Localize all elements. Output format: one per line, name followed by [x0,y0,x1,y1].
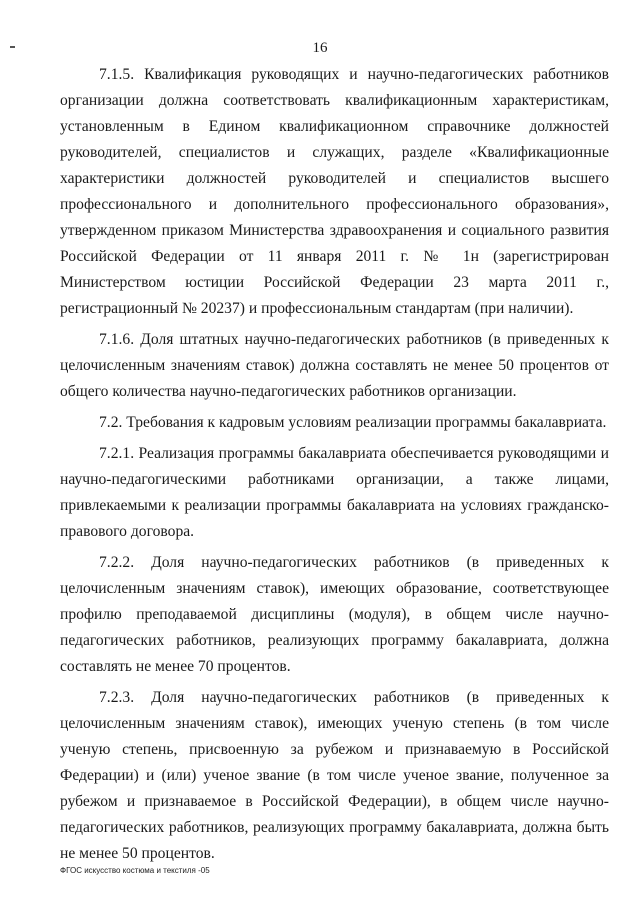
paragraph-7-1-6: 7.1.6. Доля штатных научно-педагогических работников (в приведенных к целочисленным значениям ставок) должна составлять не менее 50 процентов от общего количества научно-педагогических работников организации. [60,331,609,400]
paragraph-7-2-2: 7.2.2. Доля научно-педагогических работников (в приведенных к целочисленным значениям ставок), имеющих образование, соответствующее профилю преподаваемой дисциплины (модуля), в общем числе научно-педагогических работников, реализующих программу бакалавриата, должна составлять не менее 70 процентов. [60,554,609,675]
page-number: 16 [312,40,328,56]
paragraph-7-2: 7.2. Требования к кадровым условиям реализации программы бакалавриата. [99,414,607,431]
document-body [60,62,609,867]
paragraph-7-2-3: 7.2.3. Доля научно-педагогических работников (в приведенных к целочисленным значениям ставок), имеющих ученую степень (в том числе ученую степень, присвоенную за рубежом и признаваемую в Российской Федерации) и (или) ученое звание (в том числе ученое звание, полученное за рубежом и признаваемое в Российской Федерации), в общем числе научно-педагогических работников, реализующих программу бакалавриата, должна быть не менее 50 процентов. [60,689,609,862]
paragraph-7-2-1: 7.2.1. Реализация программы бакалавриата обеспечивается руководящими и научно-педагогическими работниками организации, а также лицами, привлекаемыми к реализации программы бакалавриата на условиях гражданско-правового договора. [60,445,609,540]
page-footer: ФГОС искусство костюма и текстиля -05 [60,866,210,875]
paragraph-7-1-5: 7.1.5. Квалификация руководящих и научно-педагогических работников организации должна соответствовать квалификационным характеристикам, установленным в Едином квалификационном справочнике должностей руководителей, специалистов и служащих, разделе «Квалификационные характеристики должностей руководителей и специалистов высшего профессионального и дополнительного профессионального образования», утвержденном приказом Министерства здравоохранения и социального развития Российской Федерации от 11 января 2011 г. № 1н (зарегистрирован Министерством юстиции Российской Федерации 23 марта 2011 г., регистрационный № 20237) и профессиональным стандартам (при наличии). [60,66,609,317]
